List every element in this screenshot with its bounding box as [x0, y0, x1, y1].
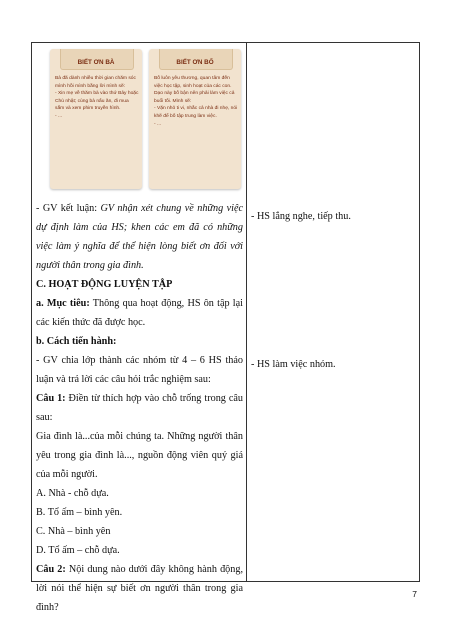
- card-line: - ...: [154, 121, 162, 127]
- card-line: Bố luôn yêu thương, quan tâm đến việc học tập, sinh hoạt của các con. Dạo này bố bận nên phải làm việc cả buổi tối. Mình sẽ:: [154, 76, 235, 104]
- card-line: - Xin mẹ về thăm bà vào thứ Bảy hoặc Chủ nhật; cùng bà nấu ăn, đi mua sắm và xem phim truyền hình.: [55, 91, 139, 112]
- option-b: B. Tổ ấm – bình yên.: [36, 507, 123, 518]
- conclusion-text: GV nhận xét chung về những việc dự định làm của HS; khen các em đã có những việc làm ý nghĩa để thể hiện lòng biết ơn đối với người thân trong gia đình.: [36, 203, 243, 271]
- question-1-label: Câu 1:: [36, 393, 66, 404]
- card-body: [55, 75, 139, 121]
- section-heading: C. HOẠT ĐỘNG LUYỆN TẬP: [36, 279, 173, 290]
- question-2: [36, 560, 243, 617]
- card-line: - ...: [55, 113, 63, 119]
- question-1-text: Điền từ thích hợp vào chỗ trống trong câu sau:: [36, 393, 243, 423]
- option-a: A. Nhà - chỗ dựa.: [36, 488, 109, 499]
- option-d: D. Tổ ấm – chỗ dựa.: [36, 545, 120, 556]
- student-activity-1: - HS lắng nghe, tiếp thu.: [251, 211, 351, 222]
- conclusion-paragraph: [36, 199, 243, 275]
- illustration-cards: [36, 45, 246, 193]
- card-grandmother: [50, 49, 142, 189]
- card-line: - Vặn nhỏ ti vi, nhắc cả nhà đi nhẹ, nói khẽ để bố tập trung làm việc.: [154, 106, 238, 119]
- question-1: [36, 389, 243, 427]
- question-2-label: Câu 2:: [36, 564, 66, 575]
- card-father: [149, 49, 241, 189]
- card-body: [154, 75, 238, 128]
- option-c: C. Nhà – bình yên: [36, 526, 111, 537]
- lesson-table: [31, 42, 420, 613]
- activity-text: [36, 199, 243, 617]
- card-title: BIẾT ƠN BÀ: [77, 59, 115, 66]
- method-label: b. Cách tiến hành:: [36, 336, 117, 347]
- card-line: Bà đã dành nhiều thời gian chăm sóc mình hồi mình bằng lời mình sẽ:: [55, 76, 136, 89]
- question-2-text: Nội dung nào dưới đây không hành động, lời nói thể hiện sự biết ơn người thân trong gia đình?: [36, 564, 243, 613]
- card-title: BIẾT ƠN BỐ: [176, 59, 214, 66]
- goal-text: Thông qua hoạt động, HS ôn tập lại các kiến thức đã được học.: [36, 298, 243, 328]
- goal-label: a. Mục tiêu:: [36, 298, 90, 309]
- column-divider: [246, 43, 247, 581]
- page-number: 7: [412, 589, 417, 599]
- student-activity-2: - HS làm việc nhóm.: [251, 359, 336, 370]
- question-1-sentence: Gia đình là...của mỗi chúng ta. Những người thân yêu trong gia đình là..., nguồn động viên quý giá của mỗi người.: [36, 431, 243, 480]
- method-text: - GV chia lớp thành các nhóm từ 4 – 6 HS thảo luận và trả lời các câu hỏi trắc nghiệm sau:: [36, 355, 243, 385]
- conclusion-prefix: - GV kết luận:: [36, 203, 101, 214]
- goal-paragraph: [36, 294, 243, 332]
